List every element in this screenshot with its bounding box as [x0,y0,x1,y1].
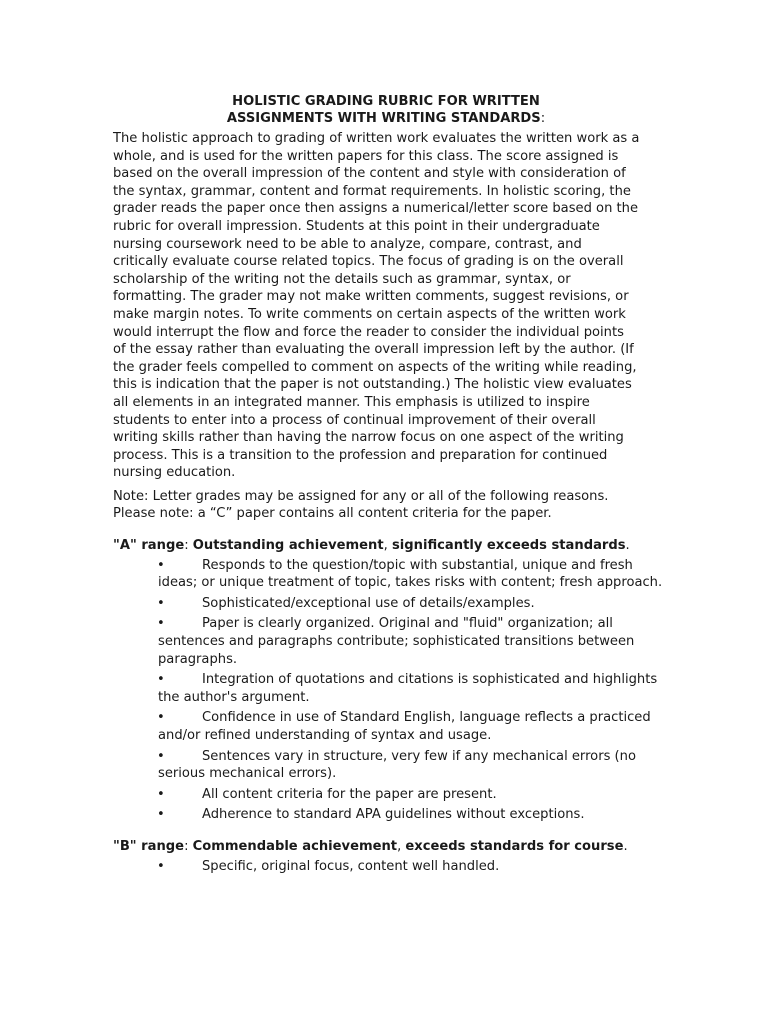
range-b-section [113,838,665,875]
document-title [107,93,665,127]
criteria-text: Integration of quotations and citations is sophisticated and highlights the author's argument. [158,672,658,705]
criteria-text: Sophisticated/exceptional use of details/examples. [202,595,535,611]
bullet-icon: • [157,616,165,632]
criteria-text: Confidence in use of Standard English, language reflects a practiced and/or refined understanding of syntax and usage. [158,710,651,743]
criteria-text: Responds to the question/topic with substantial, unique and fresh ideas; or unique treatment of topic, takes risks with content; fresh approach. [158,557,663,591]
criteria-item [158,615,665,668]
bullet-icon: • [157,748,165,764]
range-b-comma: , [397,838,406,854]
range-b-heading [113,838,665,856]
range-a-section [113,537,665,824]
criteria-item [158,858,665,876]
range-b-criteria-list [113,858,665,876]
criteria-text: Paper is clearly organized. Original and "fluid" organization; all sentences and paragraphs contribute; sophisticated transitions between paragraphs. [158,616,635,667]
range-b-detail: exceeds standards for course [405,838,624,854]
range-b-description: Commendable achievement [192,838,398,854]
range-a-detail: significantly exceeds standards [391,538,626,554]
bullet-icon: • [157,807,165,823]
title-colon: : [540,111,546,126]
range-a-label: "A" range [113,538,185,554]
criteria-text: All content criteria for the paper are present. [202,786,497,802]
document-page [113,93,665,878]
note-paragraph: Note: Letter grades may be assigned for any or all of the following reasons. Please note: a “C” paper contains all content criteria for the paper. [113,488,609,522]
range-a-period: . [625,538,630,554]
title-line-2 [107,110,665,127]
bullet-icon: • [157,557,165,573]
bullet-icon: • [157,786,165,802]
range-a-heading [113,537,665,555]
criteria-item [158,786,665,804]
range-a-sep: : [184,538,193,554]
criteria-text: Specific, original focus, content well handled. [202,858,500,874]
title-line-1: HOLISTIC GRADING RUBRIC FOR WRITTEN [232,94,540,109]
criteria-text: Sentences vary in structure, very few if any mechanical errors (no serious mechanical errors). [158,748,636,782]
range-b-sep: : [184,838,193,854]
bullet-icon: • [157,595,165,611]
range-b-label: "B" range [113,838,185,854]
criteria-item [158,671,665,706]
range-a-description: Outstanding achievement [192,538,384,554]
criteria-item [158,806,665,824]
range-a-comma: , [383,538,392,554]
criteria-item [158,595,665,613]
criteria-item [158,748,665,783]
range-a-criteria-list [113,557,665,824]
intro-paragraph: The holistic approach to grading of written work evaluates the written work as a whole, and is used for the written papers for this class. The score assigned is based on the overall impression of the content and style with consideration of the syntax, grammar, content and format requirements. In holistic scoring, the grader reads the paper once then assigns a numerical/letter score based on the rubric for overall impression. Students at this point in their undergraduate nursing coursework need to be able to analyze, compare, contrast, and critically evaluate course related topics. The focus of grading is on the overall scholarship of the writing not the details such as grammar, syntax, or formatting. The grader may not make written comments, suggest revisions, or make margin notes. To write comments on certain aspects of the written work would interrupt the flow and force the reader to consider the individual points of the essay rather than evaluating the overall impression left by the author. (If the grader feels compelled to comment on aspects of the writing while reading, this is indication that the paper is not outstanding.) The holistic view evaluates all elements in an integrated manner. This emphasis is utilized to inspire students to enter into a process of continual improvement of their overall writing skills rather than having the narrow focus on one aspect of the writing process. This is a transition to the profession and preparation for continued nursing education. [113,131,640,481]
range-b-period: . [623,838,628,854]
criteria-item [158,557,665,592]
bullet-icon: • [157,710,165,726]
title-line-2-text: ASSIGNMENTS WITH WRITING STANDARDS [226,111,541,126]
bullet-icon: • [157,858,165,874]
criteria-item [158,709,665,744]
criteria-text: Adherence to standard APA guidelines without exceptions. [202,807,585,823]
bullet-icon: • [157,672,165,688]
